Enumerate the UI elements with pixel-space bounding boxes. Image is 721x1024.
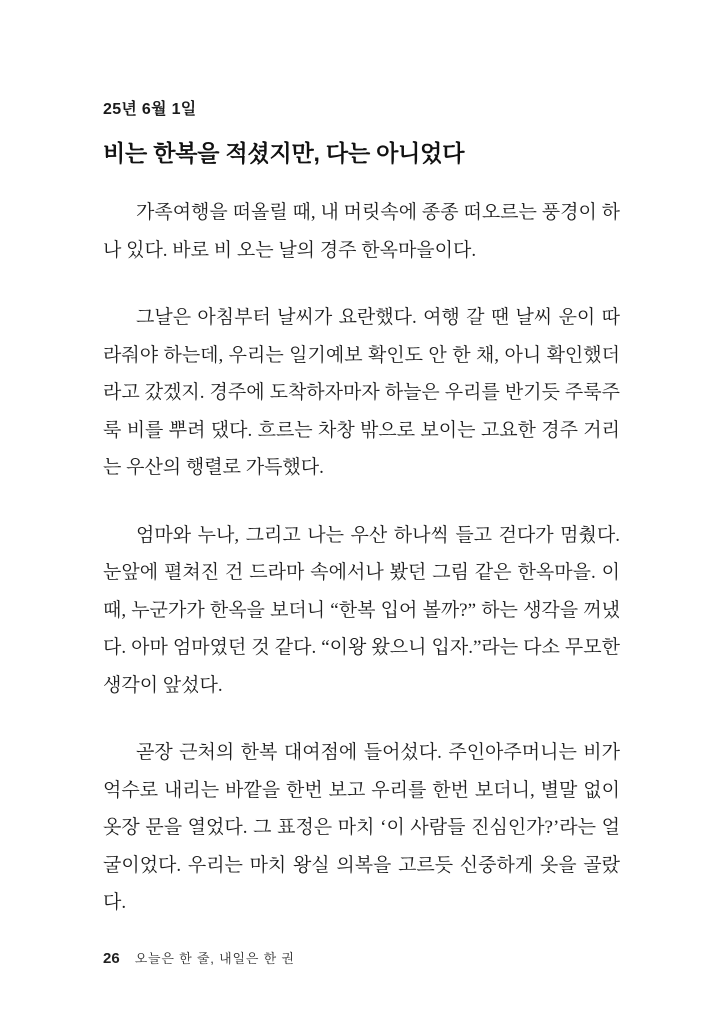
paragraph-3: 엄마와 누나, 그리고 나는 우산 하나씩 들고 걷다가 멈췄다. 눈앞에 펼쳐진 건 드라마 속에서나 봤던 그림 같은 한옥마을. 이때, 누군가가 한옥을 보더니 “한복 입어 볼까?” 하는 생각을 꺼냈다. 아마 엄마였던 것 같다. “이왕 왔으니 입자.”라는 다소 무모한 생각이 앞섰다. [103, 524, 620, 696]
entry-date: 25년 6월 1일 [103, 101, 197, 118]
entry-title: 비는 한복을 적셨지만, 다는 아니었다 [103, 140, 465, 166]
entry-content [103, 100, 620, 952]
paragraph-2: 그날은 아침부터 날씨가 요란했다. 여행 갈 땐 날씨 운이 따라줘야 하는데, 우리는 일기예보 확인도 안 한 채, 아니 확인했더라고 갔겠지. 경주에 도착하자마자 하늘은 우리를 반기듯 주룩주룩 비를 뿌려 댔다. 흐르는 차창 밖으로 보이는 고요한 경주 거리는 우산의 행렬로 가득했다. [103, 307, 620, 478]
page-number: 26 [103, 950, 120, 967]
paragraph-4: 곧장 근처의 한복 대여점에 들어섰다. 주인아주머니는 비가 억수로 내리는 바깥을 한번 보고 우리를 한번 보더니, 별말 없이 옷장 문을 열었다. 그 표정은 마치 ‘이 사람들 진심인가?’라는 얼굴이었다. 우리는 마치 왕실 의복을 고르듯 신중하게 옷을 골랐다. [103, 742, 620, 913]
paragraph-1: 가족여행을 떠올릴 때, 내 머릿속에 종종 떠오르는 풍경이 하나 있다. 바로 비 오는 날의 경주 한옥마을이다. [103, 202, 620, 261]
book-title: 오늘은 한 줄, 내일은 한 권 [134, 951, 295, 966]
page-footer [103, 948, 295, 967]
